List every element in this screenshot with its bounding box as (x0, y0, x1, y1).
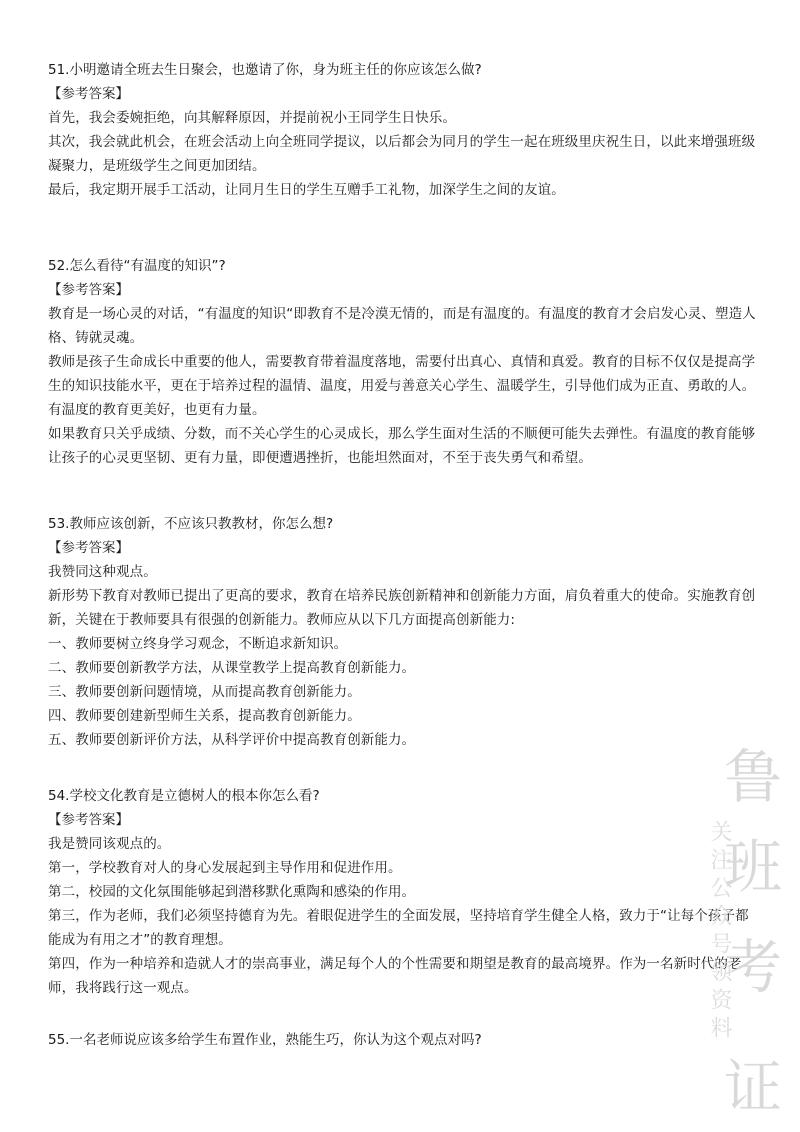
answer-52-para-1: 教育是一场心灵的对话，“有温度的知识“即教育不是冷漠无情的，而是有温度的。有温度的教育才会启发心灵、塑造人格、铸就灵魂。 (48, 306, 756, 346)
answer-54-para-1: 我是赞同该观点的。 (48, 836, 171, 852)
question-52-section (48, 254, 760, 470)
question-54-title: 54.学校文化教育是立德树人的根本你怎么看? (48, 788, 320, 804)
answer-label-51: 【参考答案】 (48, 86, 129, 102)
watermark-char-1: 鲁 (723, 743, 782, 811)
question-51-title: 51.小明邀请全班去生日聚会，也邀请了你，身为班主任的你应该怎么做? (48, 62, 482, 78)
answer-label-54: 【参考答案】 (48, 812, 129, 828)
answer-54-para-2: 第一，学校教育对人的身心发展起到主导作用和促进作用。 (48, 860, 402, 876)
question-54-section (48, 784, 760, 1000)
question-53-section (48, 512, 760, 752)
answer-54-para-3: 第二，校园的文化氛围能够起到潜移默化熏陶和感染的作用。 (48, 884, 416, 900)
answer-53-para-2: 新形势下教育对教师已提出了更高的要求，教育在培养民族创新精神和创新能力方面，肩负着重大的使命。实施教育创新，关键在于教师要具有很强的创新能力。教师应从以下几方面提高创新能力: (48, 588, 756, 628)
question-53-title: 53.教师应该创新，不应该只教教材，你怎么想? (48, 516, 334, 532)
answer-53-item-3: 三、教师要创新问题情境，从而提高教育创新能力。 (48, 684, 361, 700)
answer-51-para-2: 其次，我会就此机会，在班会活动上向全班同学提议，以后都会为同月的学生一起在班级里庆祝生日，以此来增强班级凝聚力，是班级学生之间更加团结。 (48, 134, 756, 174)
answer-54-para-4: 第三，作为老师，我们必须坚持德育为先。着眼促进学生的全面发展，坚持培育学生健全人格，致力于“让每个孩子都能成为有用之才”的教育理想。 (48, 908, 749, 948)
answer-52-para-2: 教师是孩子生命成长中重要的他人，需要教育带着温度落地，需要付出真心、真情和真爱。教育的目标不仅仅是提高学生的知识技能水平，更在于培养过程的温情、温度，用爱与善意关心学生、温暖学生，引导他们成为正直、勇敢的人。有温度的教育更美好，也更有力量。 (48, 354, 756, 418)
answer-label-52: 【参考答案】 (48, 282, 129, 298)
watermark-char-2: 班 (723, 833, 782, 901)
answer-53-item-2: 二、教师要创新教学方法，从课堂教学上提高教育创新能力。 (48, 660, 416, 676)
watermark-char-4: 证 (723, 1053, 782, 1121)
answer-53-para-1: 我赞同这种观点。 (48, 564, 157, 580)
answer-label-53: 【参考答案】 (48, 540, 129, 556)
question-52-title: 52.怎么看待“有温度的知识”? (48, 258, 226, 274)
question-55-title: 55.一名老师说应该多给学生布置作业，熟能生巧，你认为这个观点对吗? (48, 1032, 482, 1048)
answer-54-para-5: 第四，作为一种培养和造就人才的崇高事业，满足每个人的个性需要和期望是教育的最高境界。作为一名新时代的老师，我将践行这一观点。 (48, 956, 742, 996)
answer-51-para-3: 最后，我定期开展手工活动，让同月生日的学生互赠手工礼物，加深学生之间的友谊。 (48, 182, 565, 198)
watermark-char-3: 考 (723, 933, 782, 1001)
answer-53-item-4: 四、教师要创建新型师生关系，提高教育创新能力。 (48, 708, 361, 724)
watermark-subtext: 关注公众号领资料 (707, 820, 732, 1044)
question-55-section (48, 1028, 760, 1052)
answer-53-item-1: 一、教师要树立终身学习观念，不断追求新知识。 (48, 636, 348, 652)
answer-52-para-3: 如果教育只关乎成绩、分数，而不关心学生的心灵成长，那么学生面对生活的不顺便可能失去弹性。有温度的教育能够让孩子的心灵更坚韧、更有力量，即便遭遇挫折，也能坦然面对，不至于丧失勇气和希望。 (48, 426, 756, 466)
answer-51-para-1: 首先，我会委婉拒绝，向其解释原因，并提前祝小王同学生日快乐。 (48, 110, 456, 126)
question-51-section (48, 58, 760, 202)
answer-53-item-5: 五、教师要创新评价方法，从科学评价中提高教育创新能力。 (48, 732, 416, 748)
